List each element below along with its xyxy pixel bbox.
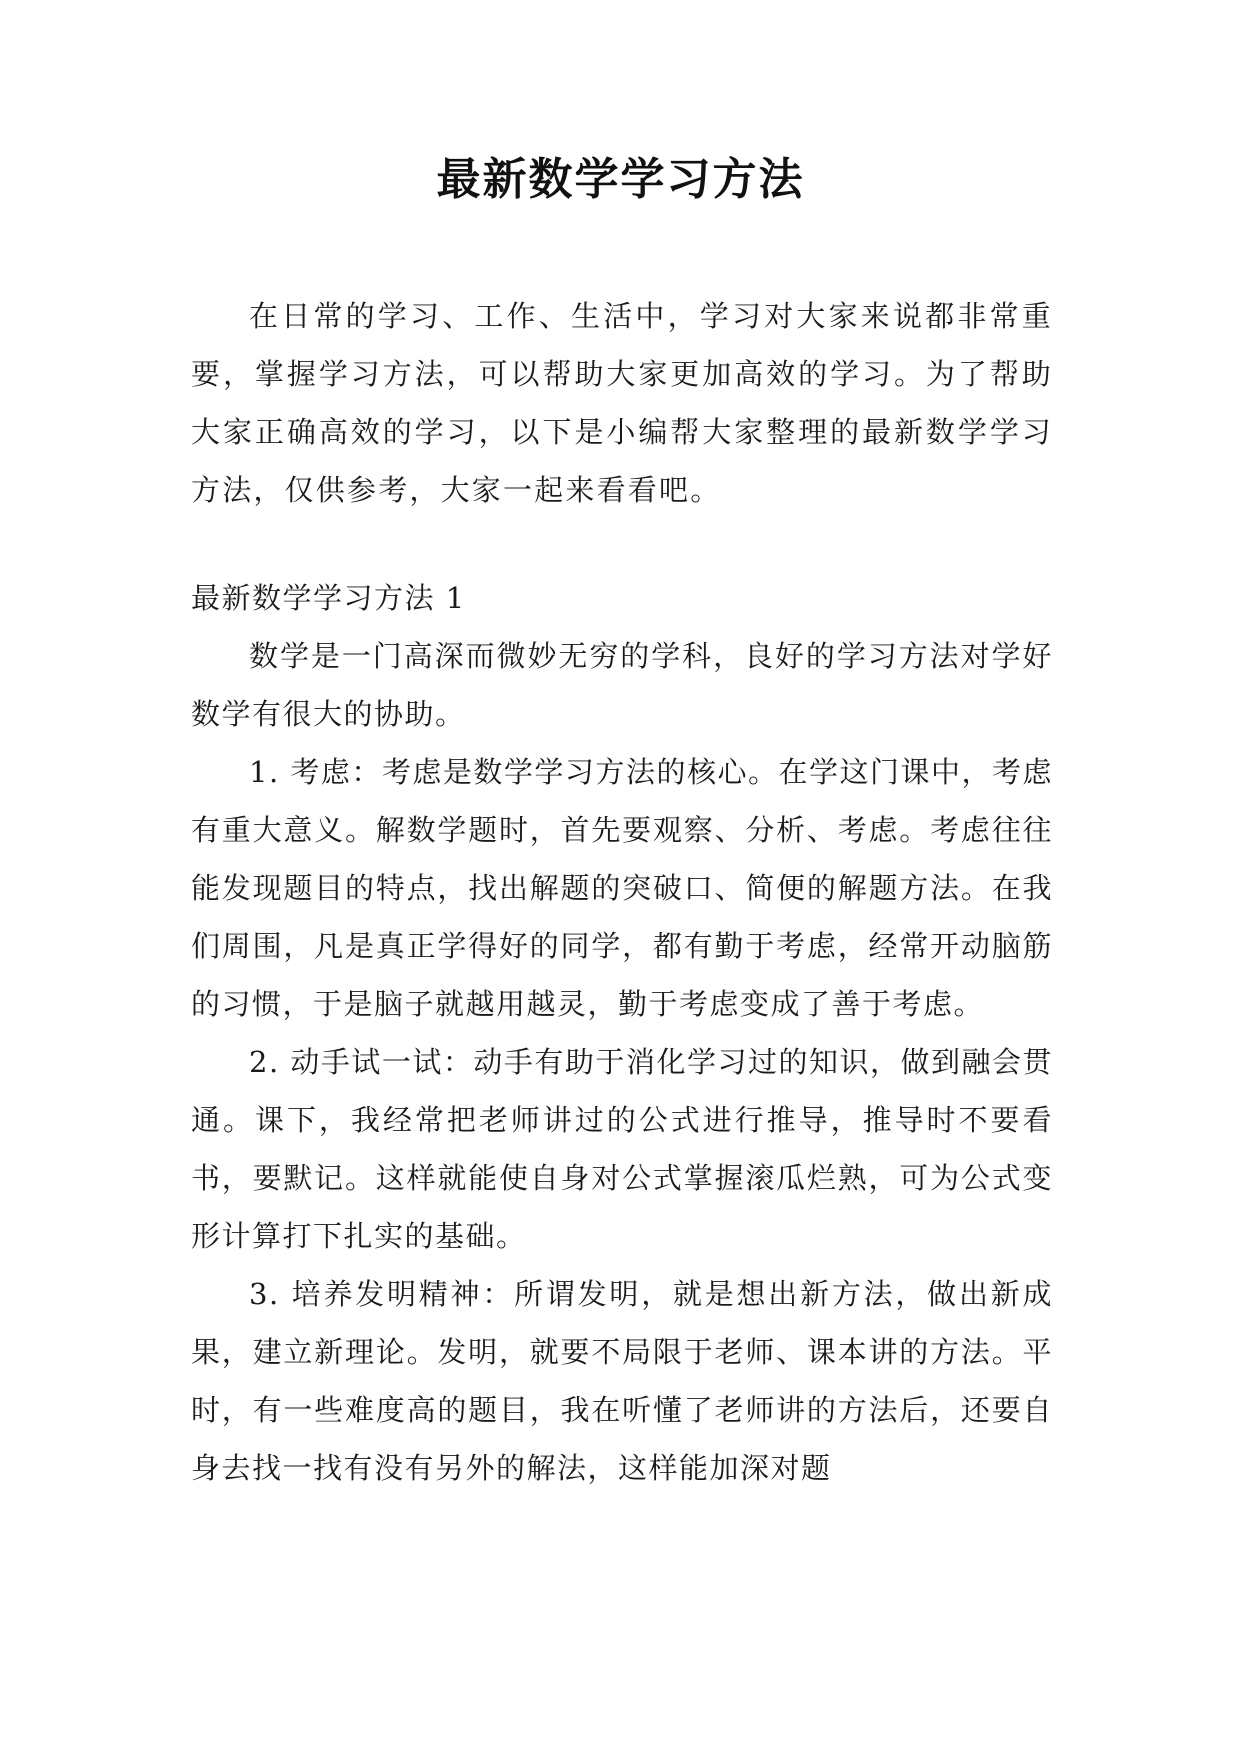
- body-paragraph-3: 2. 动手试一试：动手有助于消化学习过的知识，做到融会贯通。课下，我经常把老师讲过的公式进行推导，推导时不要看书，要默记。这样就能使自身对公式掌握滚瓜烂熟，可为公式变形计算打下扎实的基础。: [191, 1045, 1053, 1253]
- body-paragraph-2: 1. 考虑：考虑是数学学习方法的核心。在学这门课中，考虑有重大意义。解数学题时，首先要观察、分析、考虑。考虑往往能发现题目的特点，找出解题的突破口、简便的解题方法。在我们周围，凡是真正学得好的同学，都有勤于考虑，经常开动脑筋的习惯，于是脑子就越用越灵，勤于考虑变成了善于考虑。: [191, 755, 1053, 1021]
- body-paragraph-4: 3. 培养发明精神：所谓发明，就是想出新方法，做出新成果，建立新理论。发明，就要不局限于老师、课本讲的方法。平时，有一些难度高的题目，我在听懂了老师讲的方法后，还要自身去找一找有没有另外的解法，这样能加深对题: [191, 1277, 1053, 1485]
- page-title: 最新数学学习方法: [436, 154, 805, 205]
- body-paragraph-1: 数学是一门高深而微妙无穷的学科，良好的学习方法对学好数学有很大的协助。: [191, 639, 1053, 731]
- section-heading: 最新数学学习方法 1: [191, 581, 466, 615]
- intro-paragraph: 在日常的学习、工作、生活中，学习对大家来说都非常重要，掌握学习方法，可以帮助大家更加高效的学习。为了帮助大家正确高效的学习，以下是小编帮大家整理的最新数学学习方法，仅供参考，大家一起来看看吧。: [191, 299, 1053, 507]
- document-body: [191, 287, 1053, 1497]
